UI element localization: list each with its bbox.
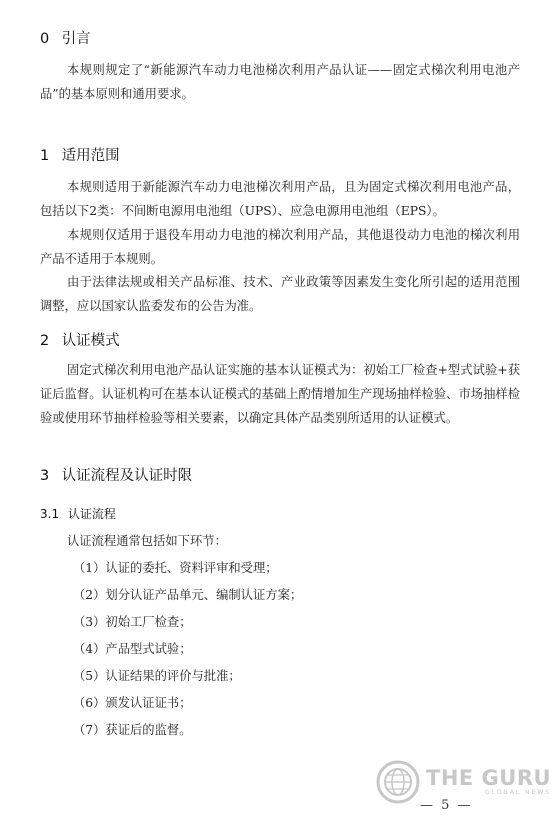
list-item: （2）划分认证产品单元、编制认证方案； xyxy=(73,588,303,602)
section-heading-3 xyxy=(40,467,192,485)
section-title: 认证模式 xyxy=(61,333,120,349)
globe-icon xyxy=(376,760,420,804)
paragraph-scope-1: 本规则适用于新能源汽车动力电池梯次利用产品，且为固定式梯次利用电池产品，包括以下2类：不间断电源用电池组（UPS）、应急电源用电池组（EPS）。 xyxy=(40,180,520,218)
paragraph-introduction: 本规则规定了“新能源汽车动力电池梯次利用产品认证——固定式梯次利用电池产品”的基本原则和通用要求。 xyxy=(40,63,520,101)
section-title: 认证流程及认证时限 xyxy=(61,468,193,484)
list-item: （7）获证后的监督。 xyxy=(73,723,192,737)
section-number: 3 xyxy=(40,468,50,484)
subsection-title: 认证流程 xyxy=(67,507,116,521)
section-title: 引言 xyxy=(61,31,91,47)
list-item: （4）产品型式试验； xyxy=(73,642,192,656)
process-intro: 认证流程通常包括如下环节： xyxy=(67,534,227,548)
watermark-tagline: GLOBAL NEWS xyxy=(485,789,552,796)
watermark-name: THE GURU xyxy=(426,766,552,790)
process-list xyxy=(67,528,302,744)
section-number: 0 xyxy=(40,31,50,47)
section-number: 2 xyxy=(40,333,50,349)
section-heading-1 xyxy=(40,147,120,165)
section-heading-2 xyxy=(40,332,120,350)
list-item: （1）认证的委托、资料评审和受理； xyxy=(73,561,278,575)
list-item: （5）认证结果的评价与批准； xyxy=(73,669,241,683)
list-item: （6）颁发认证证书； xyxy=(73,696,192,710)
page-number: — 5 — xyxy=(420,798,473,813)
paragraph-scope-3: 由于法律法规或相关产品标准、技术、产业政策等因素发生变化所引起的适用范围调整，应以国家认监委发布的公告为准。 xyxy=(40,275,520,313)
section-title: 适用范围 xyxy=(61,148,120,164)
paragraph-scope-2: 本规则仅适用于退役车用动力电池的梯次利用产品，其他退役动力电池的梯次利用产品不适用于本规则。 xyxy=(40,228,520,266)
list-item: （3）初始工厂检查； xyxy=(73,615,192,629)
subsection-heading-3-1 xyxy=(40,506,116,522)
section-heading-0 xyxy=(40,30,91,48)
paragraph-certification-mode: 固定式梯次利用电池产品认证实施的基本认证模式为：初始工厂检查+型式试验+获证后监督。认证机构可在基本认证模式的基础上酌情增加生产现场抽样检验、市场抽样检验或使用环节抽样检验等相关要素，以确定具体产品类别所适用的认证模式。 xyxy=(40,363,520,425)
subsection-number: 3.1 xyxy=(40,507,60,521)
section-number: 1 xyxy=(40,148,50,164)
